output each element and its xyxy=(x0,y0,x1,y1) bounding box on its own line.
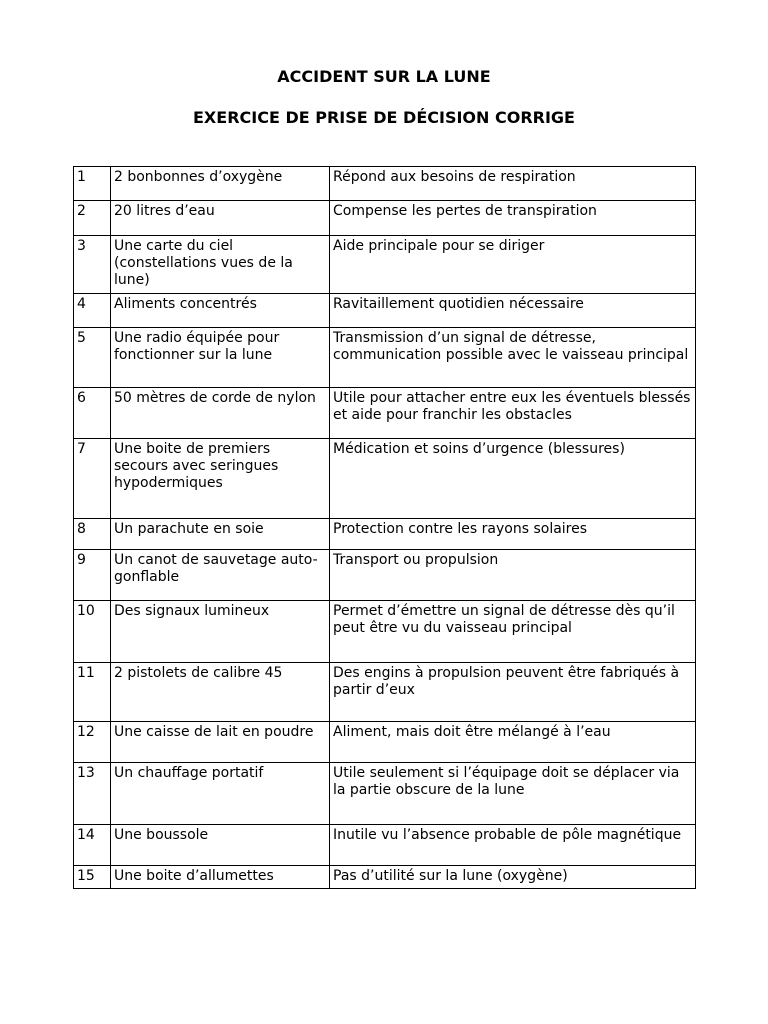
rank-cell: 10 xyxy=(74,601,111,663)
table-row xyxy=(74,236,696,294)
reason-cell: Transport ou propulsion xyxy=(330,550,696,601)
rank-cell: 13 xyxy=(74,763,111,825)
table-row xyxy=(74,663,696,722)
reason-cell: Ravitaillement quotidien nécessaire xyxy=(330,294,696,328)
rank-cell: 7 xyxy=(74,439,111,519)
item-cell: Une boite d’allumettes xyxy=(111,866,330,889)
item-cell: Des signaux lumineux xyxy=(111,601,330,663)
reason-cell: Utile seulement si l’équipage doit se déplacer via la partie obscure de la lune xyxy=(330,763,696,825)
reason-cell: Utile pour attacher entre eux les éventuels blessés et aide pour franchir les obstacles xyxy=(330,388,696,439)
item-cell: Une carte du ciel (constellations vues de la lune) xyxy=(111,236,330,294)
table-row xyxy=(74,167,696,201)
reason-cell: Répond aux besoins de respiration xyxy=(330,167,696,201)
rank-cell: 2 xyxy=(74,201,111,236)
item-cell: Une boussole xyxy=(111,825,330,866)
table-row xyxy=(74,388,696,439)
reason-cell: Compense les pertes de transpiration xyxy=(330,201,696,236)
reason-cell: Inutile vu l’absence probable de pôle magnétique xyxy=(330,825,696,866)
reason-cell: Protection contre les rayons solaires xyxy=(330,519,696,550)
item-cell: 50 mètres de corde de nylon xyxy=(111,388,330,439)
rank-cell: 14 xyxy=(74,825,111,866)
table-row xyxy=(74,201,696,236)
item-cell: 20 litres d’eau xyxy=(111,201,330,236)
table-row xyxy=(74,550,696,601)
table-row xyxy=(74,294,696,328)
table-row xyxy=(74,439,696,519)
rank-cell: 15 xyxy=(74,866,111,889)
reason-cell: Aide principale pour se diriger xyxy=(330,236,696,294)
item-cell: Une boite de premiers secours avec seringues hypodermiques xyxy=(111,439,330,519)
document-subtitle: EXERCICE DE PRISE DE DÉCISION CORRIGE xyxy=(193,108,575,127)
table-row xyxy=(74,866,696,889)
item-cell: 2 bonbonnes d’oxygène xyxy=(111,167,330,201)
table-row xyxy=(74,825,696,866)
item-cell: Un chauffage portatif xyxy=(111,763,330,825)
item-cell: 2 pistolets de calibre 45 xyxy=(111,663,330,722)
rank-cell: 12 xyxy=(74,722,111,763)
table-row xyxy=(74,722,696,763)
item-cell: Aliments concentrés xyxy=(111,294,330,328)
rank-cell: 1 xyxy=(74,167,111,201)
table-row xyxy=(74,328,696,388)
reason-cell: Médication et soins d’urgence (blessures) xyxy=(330,439,696,519)
table-row xyxy=(74,601,696,663)
rank-cell: 5 xyxy=(74,328,111,388)
reason-cell: Transmission d’un signal de détresse, communication possible avec le vaisseau principal xyxy=(330,328,696,388)
reason-cell: Permet d’émettre un signal de détresse dès qu’il peut être vu du vaisseau principal xyxy=(330,601,696,663)
reason-cell: Aliment, mais doit être mélangé à l’eau xyxy=(330,722,696,763)
rank-cell: 11 xyxy=(74,663,111,722)
rank-cell: 4 xyxy=(74,294,111,328)
reason-cell: Des engins à propulsion peuvent être fabriqués à partir d’eux xyxy=(330,663,696,722)
ranking-table xyxy=(73,166,696,889)
rank-cell: 9 xyxy=(74,550,111,601)
rank-cell: 6 xyxy=(74,388,111,439)
item-cell: Une caisse de lait en poudre xyxy=(111,722,330,763)
item-cell: Un canot de sauvetage auto-gonflable xyxy=(111,550,330,601)
table-row xyxy=(74,763,696,825)
rank-cell: 8 xyxy=(74,519,111,550)
table-row xyxy=(74,519,696,550)
reason-cell: Pas d’utilité sur la lune (oxygène) xyxy=(330,866,696,889)
rank-cell: 3 xyxy=(74,236,111,294)
document-title: ACCIDENT SUR LA LUNE xyxy=(277,67,491,86)
item-cell: Une radio équipée pour fonctionner sur la lune xyxy=(111,328,330,388)
item-cell: Un parachute en soie xyxy=(111,519,330,550)
